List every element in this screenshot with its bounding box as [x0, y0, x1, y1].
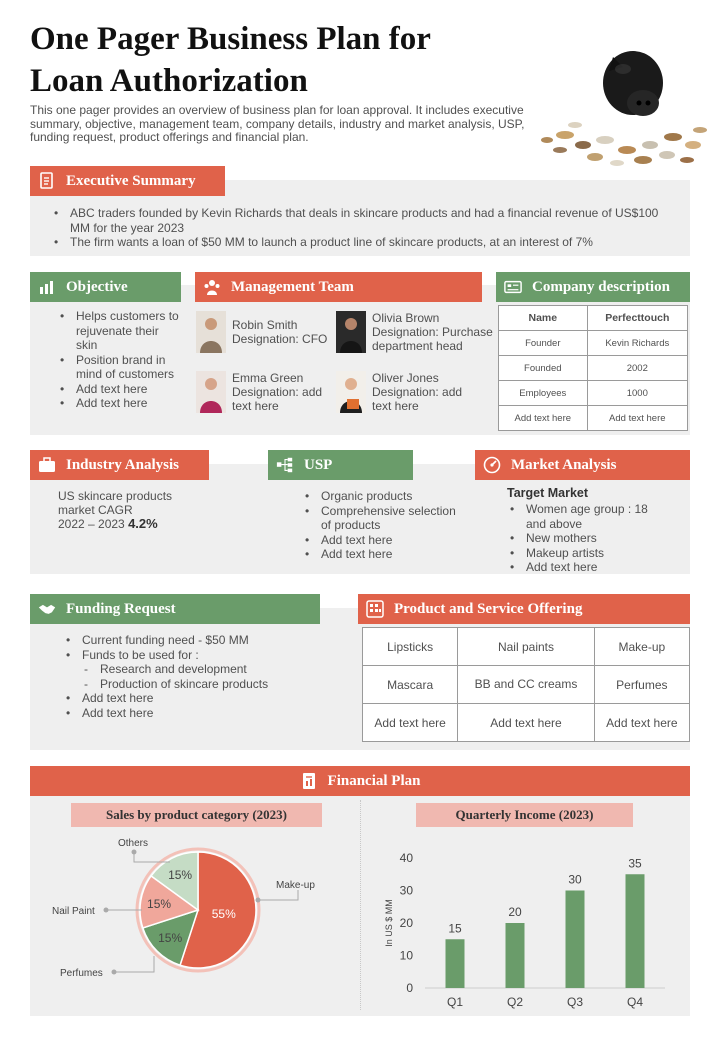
coins-pile: [541, 122, 707, 166]
product-offering-header: [358, 594, 690, 624]
usp-title: USP: [304, 456, 333, 473]
management-team-header: [195, 272, 482, 302]
x-tick-label: Q4: [626, 995, 644, 1009]
list-item: • Makeup artists: [508, 546, 658, 561]
table-cell: Kevin Richards: [587, 331, 687, 356]
pie-data-label: 15%: [168, 867, 193, 882]
report-icon: [300, 772, 318, 790]
market-analysis-header: [475, 450, 690, 480]
objective-list: [58, 309, 183, 411]
list-item: • Women age group : 18 and above: [508, 502, 658, 531]
member-designation: Designation: Purchase department head: [372, 325, 493, 353]
piggy-bank: [603, 51, 663, 116]
briefcase-icon: [38, 456, 56, 474]
list-item: - Production of skincare products: [82, 677, 334, 692]
usp-header: [268, 450, 413, 480]
intro-text: This one pager provides an overview of business plan for loan approval. It includes executive summary, objective, management team, company details, industry and market analysis, USP, funding request, product offerings and financial plan.: [30, 103, 525, 144]
industry-cagr-value: 4.2%: [128, 516, 158, 531]
callout-line: [114, 956, 154, 972]
market-list: [508, 502, 658, 575]
list-item: • Add text here: [58, 396, 183, 411]
pie-category-label: Others: [118, 838, 149, 849]
team-icon: [203, 278, 221, 296]
member-designation: Designation: add text here: [372, 385, 463, 413]
table-cell: Add text here: [587, 406, 687, 431]
y-tick-label: 40: [399, 851, 413, 865]
member-designation: Designation: add text here: [232, 385, 323, 413]
executive-summary-header: [30, 166, 225, 196]
list-item: • Helps customers to rejuvenate their skin: [58, 309, 183, 353]
list-item: • Add text here: [64, 691, 334, 706]
table-header: Name: [499, 306, 588, 331]
table-cell: Mascara: [363, 666, 458, 704]
pie-category-label: Perfumes: [60, 968, 103, 979]
table-cell: Add text here: [363, 704, 458, 742]
bar-value-label: 15: [448, 921, 462, 936]
financial-divider: [360, 800, 361, 1010]
target-market-title: Target Market: [507, 486, 589, 500]
list-item: • Add text here: [58, 382, 183, 397]
member-name: Oliver Jones: [372, 371, 439, 385]
team-member-emma: [232, 371, 328, 413]
funding-extra-list: [64, 691, 334, 720]
pie-category-label: Make-up: [276, 880, 315, 891]
usp-list: [303, 489, 468, 562]
y-tick-label: 30: [399, 883, 413, 898]
table-cell: 1000: [587, 381, 687, 406]
gauge-icon: [483, 456, 501, 474]
list-item: • New mothers: [508, 531, 658, 546]
funding-request-content: [64, 633, 334, 720]
pie-data-label: 15%: [158, 930, 183, 945]
table-cell: 2002: [587, 356, 687, 381]
table-cell: Founded: [499, 356, 588, 381]
list-item: • Add text here: [508, 560, 658, 575]
table-cell: Perfumes: [594, 666, 689, 704]
financial-plan-title: Financial Plan: [327, 772, 421, 789]
table-cell: Founder: [499, 331, 588, 356]
network-icon: [276, 456, 294, 474]
callout-line: [258, 890, 298, 900]
list-item: • The firm wants a loan of $50 MM to launch a product line of skincare products, at an interest of 7%: [52, 235, 664, 250]
pie-chart-title: Sales by product category (2023): [71, 803, 322, 827]
page-title: [30, 18, 550, 102]
table-cell: BB and CC creams: [458, 666, 594, 704]
bar-q3: [566, 891, 585, 989]
table-cell: Nail paints: [458, 628, 594, 666]
x-tick-label: Q2: [506, 995, 524, 1009]
pie-data-label: 55%: [211, 907, 236, 922]
callout-dot: [256, 898, 261, 903]
list-item: • ABC traders founded by Kevin Richards that deals in skincare products and had a financial revenue of US$100 MM for the year 2023: [52, 206, 664, 235]
pie-category-label: Nail Paint: [52, 906, 95, 917]
list-item: • Add text here: [303, 547, 468, 562]
y-tick-label: 10: [399, 948, 413, 963]
avatar: [336, 371, 366, 413]
member-name: Robin Smith: [232, 318, 298, 332]
list-item: • Funds to be used for :: [64, 648, 334, 663]
y-axis-label: In US $ MM: [384, 899, 394, 947]
member-designation: Designation: CFO: [232, 332, 328, 346]
title-line-1: One Pager Business Plan for: [30, 21, 431, 57]
list-item: • Current funding need - $50 MM: [64, 633, 334, 648]
bar-chart-title: Quarterly Income (2023): [416, 803, 633, 827]
executive-summary-list: [52, 206, 664, 250]
list-item: • Comprehensive selection of products: [303, 504, 468, 533]
industry-cagr-label: US skincare products market CAGR: [58, 489, 173, 517]
grid-dots-icon: [366, 600, 384, 618]
list-item: - Research and development: [82, 662, 334, 677]
market-analysis-title: Market Analysis: [511, 456, 617, 473]
team-member-robin: [232, 318, 332, 346]
x-tick-label: Q1: [446, 995, 464, 1009]
company-description-header: [496, 272, 690, 302]
list-item: • Add text here: [64, 706, 334, 721]
financial-plan-header: [30, 766, 690, 796]
handshake-icon: [38, 600, 56, 618]
table-cell: Add text here: [458, 704, 594, 742]
table-cell: Employees: [499, 381, 588, 406]
team-member-olivia: [372, 311, 500, 353]
list-item: • Position brand in mind of customers: [58, 353, 183, 382]
table-cell: Add text here: [594, 704, 689, 742]
avatar: [196, 371, 226, 413]
list-item: • Organic products: [303, 489, 468, 504]
callout-dot: [112, 970, 117, 975]
title-line-2: Loan Authorization: [30, 63, 308, 99]
bar-value-label: 35: [628, 856, 642, 871]
executive-summary-title: Executive Summary: [66, 172, 196, 189]
industry-period: 2022 – 2023: [58, 517, 125, 531]
avatar: [336, 311, 366, 353]
bar-q1: [446, 939, 465, 988]
team-member-oliver: [372, 371, 472, 413]
management-team-title: Management Team: [231, 278, 354, 295]
y-tick-label: 0: [406, 981, 413, 995]
target-chart-icon: [38, 278, 56, 296]
funding-uses-list: [64, 662, 334, 691]
callout-dot: [104, 908, 109, 913]
table-cell: Lipsticks: [363, 628, 458, 666]
callout-dot: [132, 850, 137, 855]
funding-request-title: Funding Request: [66, 600, 176, 617]
y-tick-label: 20: [399, 916, 413, 930]
objective-title: Objective: [66, 278, 128, 295]
document-icon: [38, 172, 56, 190]
pie-data-label: 15%: [147, 896, 172, 911]
list-item: • Add text here: [303, 533, 468, 548]
funding-list: [64, 633, 334, 662]
table-header: Perfecttouch: [587, 306, 687, 331]
bar-q2: [506, 923, 525, 988]
id-card-icon: [504, 278, 522, 296]
company-table: [498, 305, 688, 431]
bar-value-label: 20: [508, 905, 522, 919]
industry-analysis-header: [30, 450, 209, 480]
product-offering-title: Product and Service Offering: [394, 600, 583, 617]
bar-chart: [380, 840, 680, 1015]
industry-analysis-title: Industry Analysis: [66, 456, 179, 473]
funding-request-header: [30, 594, 320, 624]
piggy-bank-coins-image: [535, 45, 713, 170]
x-tick-label: Q3: [566, 995, 584, 1009]
avatar: [196, 311, 226, 353]
member-name: Emma Green: [232, 371, 304, 385]
objective-header: [30, 272, 181, 302]
product-offering-table: [362, 627, 690, 742]
table-cell: Make-up: [594, 628, 689, 666]
industry-analysis-text: [58, 489, 198, 531]
company-description-title: Company description: [532, 278, 670, 295]
member-name: Olivia Brown: [372, 311, 440, 325]
table-cell: Add text here: [499, 406, 588, 431]
pie-chart: [30, 830, 360, 1010]
industry-cagr-line: [58, 517, 198, 531]
bar-q4: [626, 874, 645, 988]
bar-value-label: 30: [568, 872, 582, 887]
